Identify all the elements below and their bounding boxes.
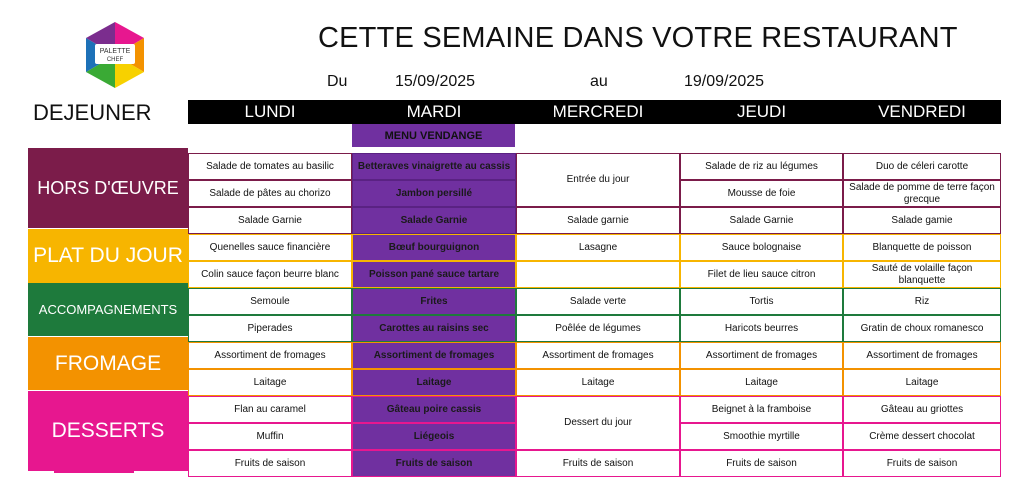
menu-cell: Duo de céleri carotte (843, 153, 1001, 180)
menu-cell: Poêlée de légumes (516, 315, 680, 342)
menu-cell: Salade gamie (843, 207, 1001, 234)
menu-cell: Salade de pomme de terre façon grecque (843, 180, 1001, 207)
menu-cell: Salade Garnie (352, 207, 516, 234)
category-accompagnements: ACCOMPAGNEMENTS (28, 283, 188, 336)
menu-cell: Liégeois (352, 423, 516, 450)
menu-cell: Blanquette de poisson (843, 234, 1001, 261)
menu-cell: Flan au caramel (188, 396, 352, 423)
menu-cell: Muffin (188, 423, 352, 450)
menu-cell: Beignet à la framboise (680, 396, 843, 423)
menu-cell: Salade de tomates au basilic (188, 153, 352, 180)
menu-cell: Salade verte (516, 288, 680, 315)
menu-cell: Colin sauce façon beurre blanc (188, 261, 352, 288)
menu-cell: Fruits de saison (188, 450, 352, 477)
menu-cell: Laitage (516, 369, 680, 396)
menu-cell: Sauté de volaille façon blanquette (843, 261, 1001, 288)
menu-cell: Poisson pané sauce tartare (352, 261, 516, 288)
palette-chef-logo (80, 20, 150, 90)
menu-cell: Sauce bolognaise (680, 234, 843, 261)
date-from-label: Du (327, 73, 348, 90)
category-fromage: FROMAGE (28, 337, 188, 390)
menu-cell: Gâteau au griottes (843, 396, 1001, 423)
special-menu-label: MENU VENDANGE (352, 124, 515, 147)
menu-cell: Piperades (188, 315, 352, 342)
menu-cell: Dessert du jour (516, 396, 680, 450)
menu-cell: Betteraves vinaigrette au cassis (352, 153, 516, 180)
menu-cell: Salade de pâtes au chorizo (188, 180, 352, 207)
menu-cell: Assortiment de fromages (352, 342, 516, 369)
day-header-mardi: MARDI (352, 100, 516, 124)
menu-cell: Mousse de foie (680, 180, 843, 207)
menu-cell: Laitage (843, 369, 1001, 396)
menu-cell: Fruits de saison (352, 450, 516, 477)
day-header-mercredi: MERCREDI (516, 100, 680, 124)
day-header-lundi: LUNDI (188, 100, 352, 124)
menu-cell: Riz (843, 288, 1001, 315)
menu-cell: Laitage (680, 369, 843, 396)
menu-cell: Gâteau poire cassis (352, 396, 516, 423)
menu-cell: Bœuf bourguignon (352, 234, 516, 261)
menu-cell: Jambon persillé (352, 180, 516, 207)
menu-cell: Entrée du jour (516, 153, 680, 207)
menu-cell: Haricots beurres (680, 315, 843, 342)
day-header-jeudi: JEUDI (680, 100, 843, 124)
menu-cell: Filet de lieu sauce citron (680, 261, 843, 288)
menu-cell: Assortiment de fromages (680, 342, 843, 369)
menu-cell: Lasagne (516, 234, 680, 261)
meal-label: DEJEUNER (33, 100, 152, 125)
menu-cell: Carottes au raisins sec (352, 315, 516, 342)
menu-cell: Gratin de choux romanesco (843, 315, 1001, 342)
menu-cell: Crème dessert chocolat (843, 423, 1001, 450)
menu-cell: Assortiment de fromages (516, 342, 680, 369)
menu-cell: Fruits de saison (843, 450, 1001, 477)
category-hors-doeuvre: HORS D'ŒUVRE (28, 148, 188, 228)
svg-text:PALETTE: PALETTE (99, 48, 131, 55)
menu-cell: Laitage (352, 369, 516, 396)
start-date: 15/09/2025 (395, 73, 476, 90)
end-date: 19/09/2025 (684, 73, 765, 90)
footer-accent-bar (54, 470, 134, 473)
category-desserts: DESSERTS (28, 391, 188, 471)
menu-cell: Salade de riz au légumes (680, 153, 843, 180)
menu-cell: Frites (352, 288, 516, 315)
menu-cell: Quenelles sauce financière (188, 234, 352, 261)
menu-cell: Salade Garnie (680, 207, 843, 234)
date-to-label: au (590, 73, 608, 90)
svg-text:CHEF: CHEF (106, 57, 124, 63)
menu-cell: Fruits de saison (680, 450, 843, 477)
menu-cell: Tortis (680, 288, 843, 315)
menu-cell: Semoule (188, 288, 352, 315)
category-plat-du-jour: PLAT DU JOUR (28, 229, 188, 283)
menu-cell: Fruits de saison (516, 450, 680, 477)
menu-cell: Salade Garnie (188, 207, 352, 234)
menu-cell: Salade garnie (516, 207, 680, 234)
menu-cell (516, 261, 680, 288)
menu-cell: Assortiment de fromages (843, 342, 1001, 369)
menu-cell: Smoothie myrtille (680, 423, 843, 450)
menu-cell: Laitage (188, 369, 352, 396)
page-title: CETTE SEMAINE DANS VOTRE RESTAURANT (318, 22, 958, 54)
menu-cell: Assortiment de fromages (188, 342, 352, 369)
day-header-vendredi: VENDREDI (843, 100, 1001, 124)
